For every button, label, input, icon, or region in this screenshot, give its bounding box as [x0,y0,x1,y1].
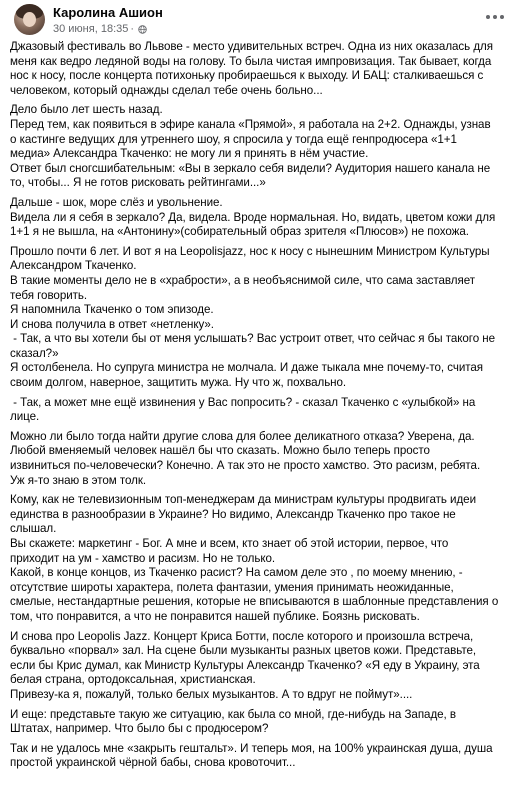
text-line: смелые, нестандартные решения, которые не вписываются в шаблонные представления о [10,595,499,609]
avatar-face [23,12,36,27]
text-line: Джазовый фестиваль во Львове - место удивительных встреч. Одна из них оказалась для [10,40,494,53]
text-line: Вы скажете: маркетинг - Бог. А мне и всем, кто знает об этой истории, первое, что [10,537,449,550]
text-line: И снова про Leopolis Jazz. Концерт Криса Ботти, после которого и произошла встреча, [10,629,474,643]
text-line: Прошло почти 6 лет. И вот я на Leopolisjazz, нос к носу с нынешним Министром Культуры [10,244,490,258]
text-line: Кому, как не телевизионным топ-менеджерам да министрам культуры продвигать идеи [10,493,476,507]
post-text [10,40,512,771]
post-paragraph [10,430,512,488]
text-line: том, что понравится, а что не понравится нашей публике. Боязнь рисковать. [10,609,420,623]
text-line: Какой, в конце концов, из Ткаченко расист? На самом деле это , по моему мнению, - [10,566,463,580]
text-line: то, чтобы... Я не готов рисковать рейтингами...» [10,176,266,190]
text-line: - Так, а может мне ещё извинения у Вас попросить? - сказал Ткаченко с «улыбкой» на [10,395,476,409]
text-line: человеком, который однажды сделал тебе очень больно... [10,83,323,97]
text-line: приходит на ум - хамство и расизм. Но не только. [10,551,276,565]
globe-icon[interactable] [138,25,147,34]
text-line: Любой вменяемый человек нашёл бы что сказать. Можно было теперь просто [10,444,430,458]
post-paragraph [10,708,512,737]
text-line: меня как ведро ледяной воды на голову. То была чистая импровизация. Так бывает, когда [10,54,492,68]
post-paragraph [10,742,512,771]
text-line: Видела ли я себя в зеркало? Да, видела. Вроде нормальная. Но, видать, цветом кожи для [10,210,496,224]
post-date[interactable]: 30 июня, 18:35 [53,23,129,35]
text-line: нос к носу, после концерта потихоньку пробираешься к выходу. И БАЦ: сталкиваешься с [10,69,484,83]
text-line: буквально «порвал» зал. На сцене были музыканты разных цветов кожи. Представьте, [10,644,477,658]
text-line: 1+1 я не вышла, на «Антонину»(собирательный образ зрителя «Плюсов») не похожа. [10,225,469,239]
post-paragraph [10,103,512,191]
text-line: Можно ли было тогда найти другие слова для более деликатного отказа? Уверена, да. [10,429,475,443]
text-line: сказал?» [10,346,59,360]
post-paragraph [10,493,512,624]
post-paragraph [10,396,512,425]
post-paragraph [10,245,512,391]
text-line: белая страна, ортодоксальная, христианская. [10,673,256,687]
text-line: И снова получила в ответ «нетленку». [10,317,214,331]
text-line: Я остолбенела. Но супруга министра не молчала. И даже тыкала мне почему-то, считая [10,361,484,375]
text-line: Так и не удалось мне «закрыть гештальт». И теперь моя, на 100% украинская душа, душа [10,741,493,755]
text-line: Штатах, например. Что было бы с продюсером? [10,722,269,736]
text-line: Александром Ткаченко. [10,259,137,273]
text-line: извиниться по-человечески? Конечно. А так это не просто хамство. Это расизм, ребята. [10,459,481,473]
text-line: Привезу-ка я, пожалуй, только белых музыкантов. А то вдруг не поймут».... [10,687,413,701]
text-line: медиа» Александра Ткаченко: не могу ли я принять в нём участие. [10,147,369,161]
post-meta [53,23,147,35]
text-line: В такие моменты дело не в «храбрости», а в необъяснимой силе, что сама заставляет [10,273,475,287]
text-line: И еще: представьте такую же ситуацию, как была со мной, где-нибудь на Западе, в [10,707,457,721]
text-line: единства в разнообразии в Украине? Но видимо, Александр Ткаченко про такое не [10,507,456,521]
post-header [0,0,520,40]
text-line: Я напомнила Ткаченко о том эпизоде. [10,303,214,317]
post-paragraph [10,196,512,240]
text-line: отсутствие широты характера, полета фантазии, умения принимать неожиданные, [10,580,454,594]
author-avatar[interactable] [14,4,45,35]
post-paragraph [10,40,512,98]
text-line: Ответ был сногсшибательным: «Вы в зеркало себя видели? Аудитория нашего канала не [10,161,491,175]
text-line: слышал. [10,522,57,536]
text-line: своим долгом, наверное, защитить мужа. Ну что ж, похвально. [10,376,347,390]
text-line: лице. [10,410,40,424]
text-line: если бы Крис думал, как Министр Культуры Александр Ткаченко? «Я еду в Украину, эта [10,658,480,672]
more-options-icon[interactable] [484,9,506,25]
text-line: тебя говорить. [10,288,88,302]
text-line: Дело было лет шесть назад. [10,103,163,117]
text-line: Перед тем, как появиться в эфире канала «Прямой», я работала на 2+2. Однажды, узнав [10,117,491,131]
meta-separator: · [130,23,135,35]
text-line: о кастинге ведущих для утреннего шоу, я спросила у тогда ещё генпродюсера «1+1 [10,132,457,146]
author-name[interactable]: Каролина Ашион [53,5,163,20]
post-paragraph [10,630,512,703]
text-line: простой украинской чёрной бабы, снова кровоточит... [10,756,296,770]
text-line: Уж я-то знаю в этом толк. [10,473,147,487]
text-line: - Так, а что вы хотели бы от меня услышать? Вас устроит ответ, что сейчас я бы такого не [10,332,496,346]
text-line: Дальше - шок, море слёз и увольнение. [10,195,223,209]
